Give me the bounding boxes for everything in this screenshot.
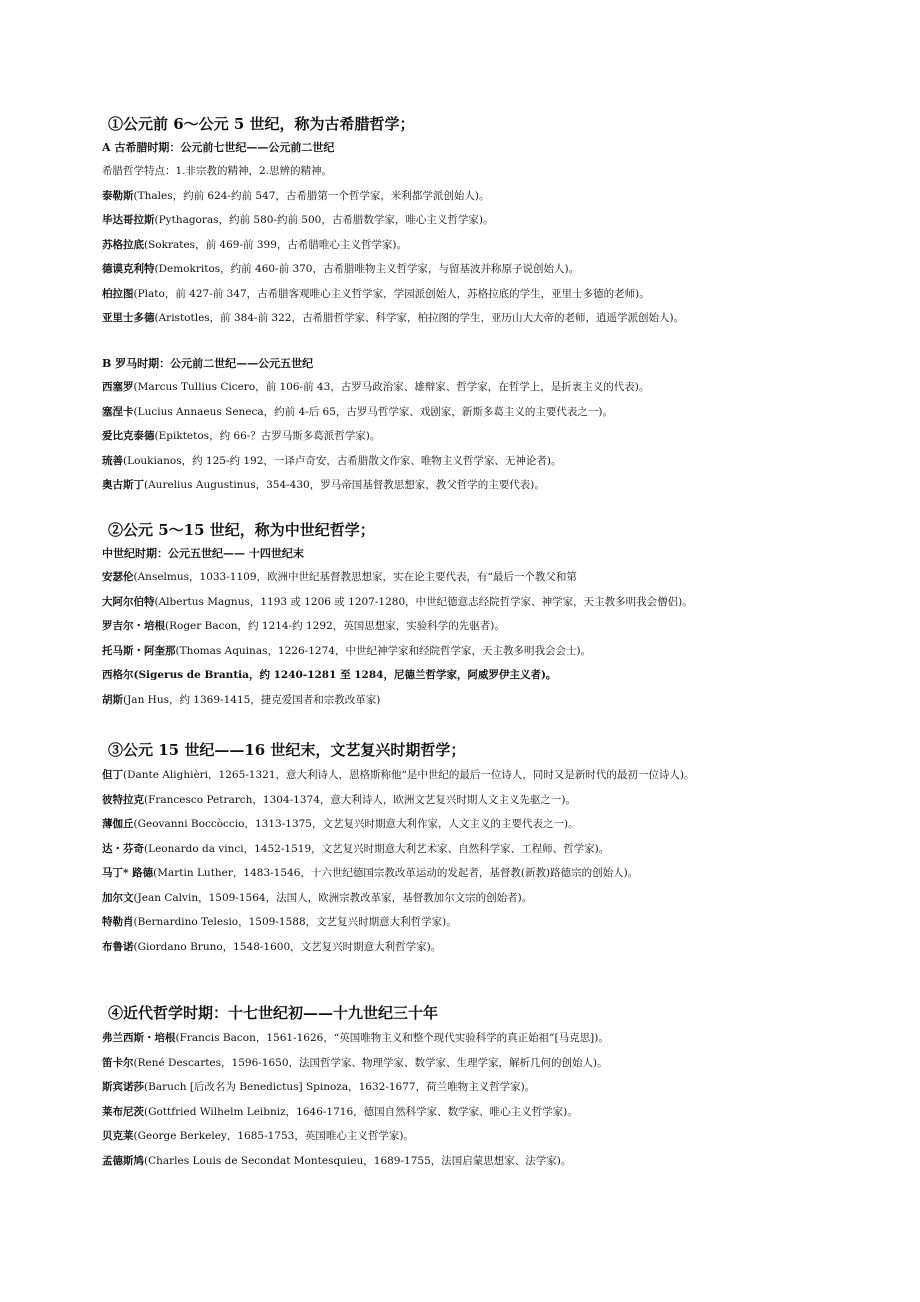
entry-text: (Jan Hus，约 1369-1415，捷克爱国者和宗教改革家) [123,693,381,706]
philosopher-name: 彼特拉克 [102,793,144,806]
entry-text: (Aristotles，前 384-前 322，古希腊哲学家、科学家，柏拉图的学生，亚历山大大帝的老师，逍遥学派创始人)。 [154,312,685,324]
philosopher-entry [102,233,882,258]
philosopher-entry [102,184,882,209]
philosopher-entry [102,639,882,664]
entry-text: (Gottfried Wilhelm Leibniz，1646-1716，德国自然科学家、数学家、唯心主义哲学家)。 [144,1105,578,1118]
philosopher-name: 斯宾诺莎 [102,1081,144,1093]
entry-text: (Geovanni Boccòccio，1313-1375，文艺复兴时期意大利作家，人文主义的主要代表之一)。 [133,818,579,830]
entry-text: (Martin Luther，1483-1546，十六世纪德国宗教改革运动的发起者，基督教(新教)路德宗的创始人)。 [153,867,639,879]
philosopher-name: 弗兰西斯・培根 [102,1032,176,1044]
philosopher-entry [102,1051,882,1076]
philosopher-name: 特勒肖 [102,916,134,928]
philosopher-entry [102,208,882,233]
section-modern [102,1000,882,1173]
philosopher-entry [102,688,882,713]
entry-text: (René Descartes，1596-1650，法国哲学家、物理学家、数学家、生理学家，解析几何的创始人)。 [133,1056,608,1069]
section-subheading: A 古希腊时期：公元前七世纪——公元前二世纪 [102,141,335,154]
philosopher-name: 薄伽丘 [102,818,134,830]
text-line [102,159,882,184]
philosopher-entry [102,1075,882,1100]
philosopher-name: 但丁 [102,769,123,781]
philosopher-name: 西塞罗 [102,381,134,393]
philosopher-name: 柏拉图 [102,287,134,300]
philosopher-name: 罗吉尔・培根 [102,620,165,632]
philosopher-entry [102,837,882,862]
entry-text: (Baruch [后改名为 Benedictus] Spinoza，1632-1677，荷兰唯物主义哲学家)。 [144,1081,536,1093]
philosopher-name: 达・芬奇 [102,842,144,855]
entry-text: (Albertus Magnus，1193 或 1206 或 1207-1280，中世纪德意志经院哲学家、神学家，天主教多明我会僧侣)。 [154,595,693,608]
entry-text: (Thomas Aquinas，1226-1274，中世纪神学家和经院哲学家，天主教多明我会会士)。 [175,644,592,657]
philosopher-entry [102,306,882,331]
section-heading: ①公元前 6～公元 5 世纪，称为古希腊哲学； [108,115,415,133]
section-ancient-greek [102,111,882,331]
section-heading: ②公元 5～15 世纪，称为中世纪哲学； [108,521,375,539]
philosopher-name: 琉善 [102,454,123,467]
philosopher-name: 泰勒斯 [102,189,134,202]
philosopher-entry [102,375,882,400]
section-medieval [102,517,882,712]
entry-text: (Plato，前 427-前 347，古希腊客观唯心主义哲学家，学园派创始人，苏格拉底的学生，亚里士多德的老师)。 [133,287,650,300]
philosopher-entry [102,614,882,639]
philosopher-name: 笛卡尔 [102,1056,134,1069]
entry-text: (Loukianos，约 125-约 192，一译卢奇安，古希腊散文作家、唯物主义哲学家、无神论者)。 [123,454,562,467]
philosopher-entry [102,763,882,788]
entry-text: (Anselmus，1033-1109，欧洲中世纪基督教思想家，实在论主要代表，有“最后一个教父和第 [133,571,577,583]
philosopher-name: 胡斯 [102,693,123,706]
philosopher-entry [102,861,882,886]
entry-text: (Roger Bacon，约 1214-约 1292，英国思想家，实验科学的先驱者)。 [165,620,505,632]
philosopher-entry [102,1100,882,1125]
philosopher-name: 莱布尼茨 [102,1105,144,1118]
philosopher-entry [102,910,882,935]
philosopher-name: 大阿尔伯特 [102,595,155,608]
entry-text: (Thales，约前 624-约前 547，古希腊第一个哲学家，米利都学派创始人)。 [133,189,490,202]
entry-text: (Sigerus de Brantia，约 1240-1281 至 1284，尼德兰哲学家，阿威罗伊主义者)。 [133,669,557,681]
entry-text: (Lucius Annaeus Seneca，约前 4-后 65，古罗马哲学家、戏剧家，新斯多葛主义的主要代表之一)。 [133,405,614,418]
entry-text: (Pythagoras，约前 580-约前 500，古希腊数学家，唯心主义哲学家)。 [154,214,494,226]
section-roman [102,353,882,498]
section-subheading: B 罗马时期：公元前二世纪——公元五世纪 [102,357,314,370]
philosopher-entry [102,1149,882,1174]
philosopher-name: 孟德斯鸠 [102,1154,144,1167]
philosopher-entry [102,1124,882,1149]
entry-text: (Sokrates，前 469-前 399，古希腊唯心主义哲学家)。 [144,238,407,251]
entry-text: (Aurelius Augustinus，354-430，罗马帝国基督教思想家，教父哲学的主要代表)。 [144,479,545,491]
philosopher-name: 亚里士多德 [102,312,155,324]
entry-text: (Demokritos，约前 460-前 370，古希腊唯物主义哲学家，与留基波并称原子说创始人)。 [154,263,580,275]
philosopher-name: 爱比克泰德 [102,430,155,442]
entry-text: (Leonardo da vinci，1452-1519，文艺复兴时期意大利艺术家、自然科学家、工程师、哲学家)。 [144,842,610,855]
entry-text: (Giordano Bruno，1548-1600，文艺复兴时期意大利哲学家)。 [133,940,442,953]
philosopher-name: 安瑟伦 [102,571,134,583]
philosopher-name: 加尔文 [102,891,134,904]
philosopher-name: 德谟克利特 [102,263,155,275]
philosopher-entry [102,565,882,590]
entry-text: (Francis Bacon，1561-1626，“英国唯物主义和整个现代实验科学的真正始祖”[马克思])。 [175,1032,609,1044]
philosopher-entry [102,473,882,498]
philosopher-entry [102,590,882,615]
section-renaissance [102,737,882,959]
philosopher-entry [102,663,882,688]
philosopher-entry [102,1026,882,1051]
philosopher-entry [102,812,882,837]
entry-text: (George Berkeley，1685-1753，英国唯心主义哲学家)。 [133,1130,414,1142]
entry-text: (Epiktetos，约 66-？古罗马斯多葛派哲学家)。 [154,430,381,442]
philosopher-name: 马丁* 路德 [102,867,154,879]
philosopher-entry [102,282,882,307]
entry-text: (Dante Alighièri，1265-1321，意大利诗人，恩格斯称他“是中世纪的最后一位诗人，同时又是新时代的最初一位诗人)。 [123,769,695,781]
philosopher-entry [102,886,882,911]
entry-text: 希腊哲学特点：1.非宗教的精神，2.思辨的精神。 [102,165,333,177]
section-heading: ④近代哲学时期：十七世纪初——十九世纪三十年 [108,1004,439,1022]
philosopher-name: 奥古斯丁 [102,479,144,491]
philosopher-entry [102,935,882,960]
philosopher-name: 苏格拉底 [102,238,144,251]
entry-text: (Francesco Petrarch，1304-1374，意大利诗人，欧洲文艺复兴时期人文主义先驱之一)。 [144,793,577,806]
philosopher-entry [102,257,882,282]
section-subheading: 中世纪时期：公元五世纪—— 十四世纪末 [102,547,304,560]
philosopher-name: 贝克莱 [102,1130,134,1142]
philosopher-entry [102,400,882,425]
philosopher-entry [102,449,882,474]
entry-text: (Charles Louis de Secondat Montesquieu，1689-1755，法国启蒙思想家、法学家)。 [144,1154,572,1167]
philosopher-name: 布鲁诺 [102,940,134,953]
entry-text: (Bernardino Telesio，1509-1588，文艺复兴时期意大利哲学家)。 [133,916,457,928]
philosopher-entry [102,424,882,449]
philosopher-name: 塞涅卡 [102,405,134,418]
entry-text: (Jean Calvin，1509-1564，法国人，欧洲宗教改革家，基督教加尔文宗的创始者)。 [133,891,533,904]
philosopher-name: 托马斯・阿奎那 [102,644,176,657]
section-heading: ③公元 15 世纪——16 世纪末，文艺复兴时期哲学； [108,741,466,759]
entry-text: (Marcus Tullius Cicero，前 106-前 43，古罗马政治家、雄辩家、哲学家，在哲学上，是折衷主义的代表)。 [133,381,650,393]
philosopher-name: 西格尔 [102,669,134,681]
philosopher-entry [102,788,882,813]
philosopher-name: 毕达哥拉斯 [102,214,155,226]
